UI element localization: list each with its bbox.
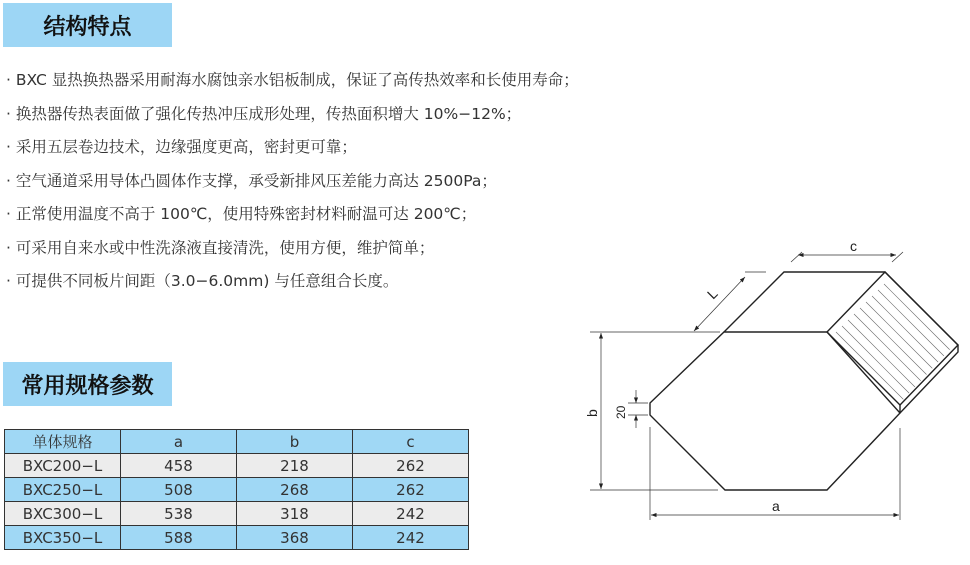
header-cell: 单体规格: [5, 430, 121, 454]
feature-item: · BXC 显热换热器采用耐海水腐蚀亲水铝板制成，保证了高传热效率和长使用寿命；: [6, 71, 579, 89]
header-cell: b: [237, 430, 353, 454]
dim-label-L: L: [703, 285, 721, 303]
cell: 458: [121, 454, 237, 478]
cell: 218: [237, 454, 353, 478]
cell: 268: [237, 478, 353, 502]
cell: 588: [121, 526, 237, 550]
cell: 368: [237, 526, 353, 550]
heat-exchanger-diagram: [580, 230, 970, 530]
table-row: [5, 502, 469, 526]
cell: 508: [121, 478, 237, 502]
header-cell: a: [121, 430, 237, 454]
table-row: [5, 526, 469, 550]
dim-label-b: b: [584, 409, 600, 417]
table-row: [5, 454, 469, 478]
cell: 242: [353, 502, 469, 526]
spec-table: [4, 429, 469, 550]
cell: BXC200−L: [5, 454, 121, 478]
feature-item: · 可采用自来水或中性洗涤液直接清洗，使用方便，维护简单；: [6, 238, 435, 257]
feature-item: · 可提供不同板片间距（3.0−6.0mm) 与任意组合长度。: [6, 272, 399, 290]
cell: 538: [121, 502, 237, 526]
feature-list: [6, 64, 579, 299]
cell: BXC350−L: [5, 526, 121, 550]
header-cell: c: [353, 430, 469, 454]
dim-label-a: a: [772, 498, 780, 514]
feature-item: · 采用五层卷边技术，边缘强度更高，密封更可靠；: [6, 138, 357, 156]
cell: 242: [353, 526, 469, 550]
table-row: [5, 478, 469, 502]
section-title-features: 结构特点: [3, 3, 172, 47]
cell: 262: [353, 454, 469, 478]
cell: BXC300−L: [5, 502, 121, 526]
cell: 262: [353, 478, 469, 502]
dim-label-gap: 20: [614, 405, 628, 419]
dim-label-c: c: [850, 238, 857, 254]
cell: 318: [237, 502, 353, 526]
feature-item: · 换热器传热表面做了强化传热冲压成形处理，传热面积增大 10%−12%；: [6, 104, 522, 123]
feature-item: · 正常使用温度不高于 100℃，使用特殊密封材料耐温可达 200℃；: [6, 205, 477, 223]
hexagon-body: [650, 272, 958, 490]
feature-item: · 空气通道采用导体凸圆体作支撑，承受新排风压差能力高达 2500Pa；: [6, 171, 497, 190]
section-title-specs: 常用规格参数: [3, 362, 172, 406]
cell: BXC250−L: [5, 478, 121, 502]
table-header-row: [5, 430, 469, 454]
